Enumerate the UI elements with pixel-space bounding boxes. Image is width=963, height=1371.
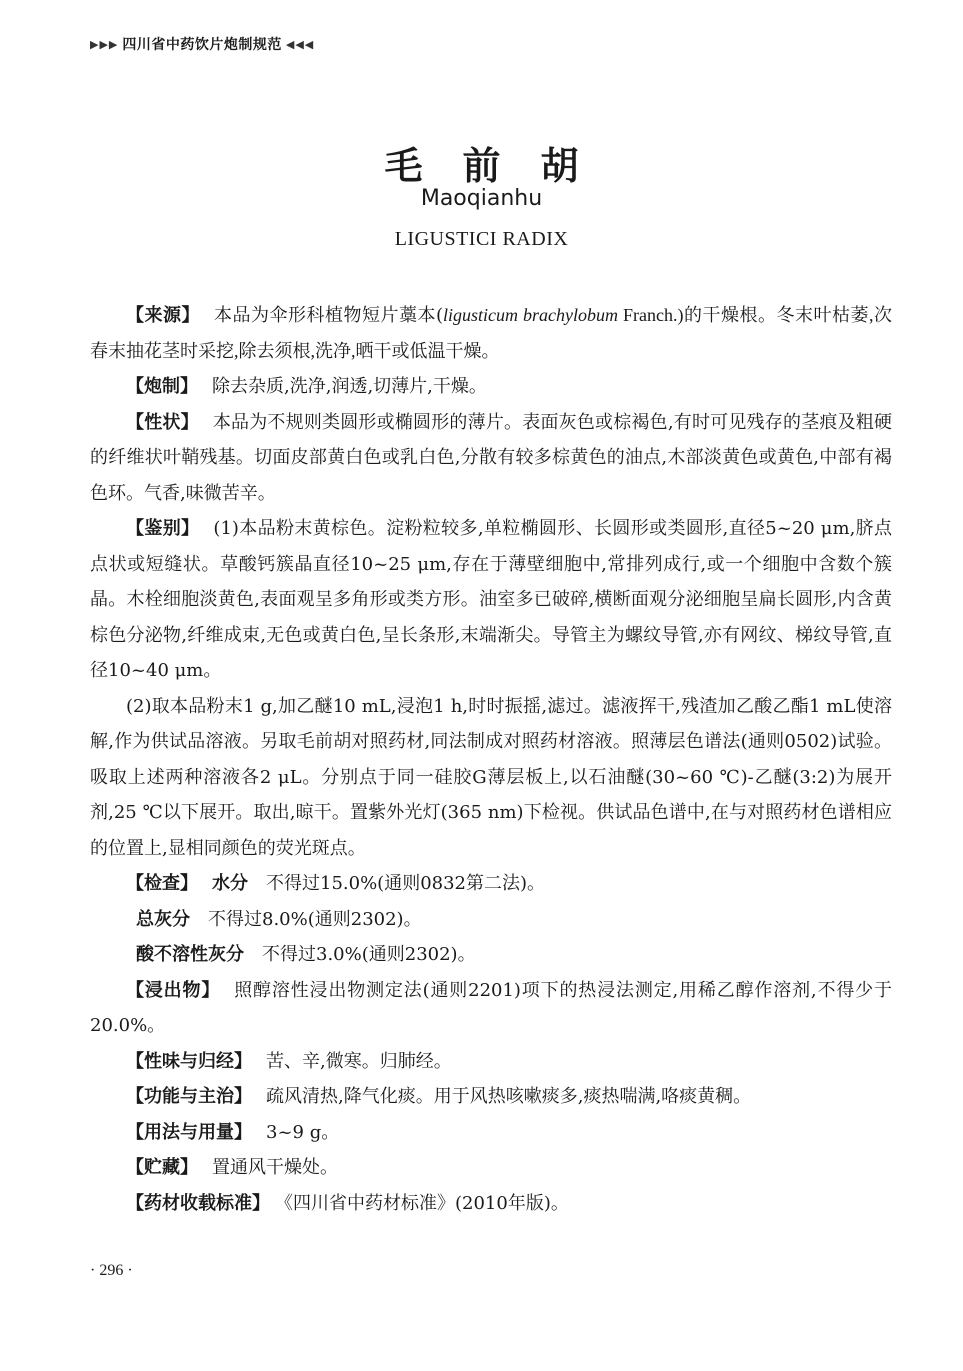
sub-label-ash: 总灰分 — [136, 908, 190, 930]
section-label: 【鉴别】 — [126, 518, 200, 539]
section-inspection — [90, 866, 892, 902]
section-label: 【浸出物】 — [126, 979, 221, 1001]
section-text: Franch.)的干燥根。冬末叶枯萎,次春末抽花茎时采挖,除去须根,洗净,晒干或低温干燥。 — [90, 305, 892, 361]
section-identification-2 — [90, 689, 892, 867]
section-label: 【性状】 — [126, 411, 199, 433]
section-function — [90, 1079, 892, 1115]
section-storage — [90, 1150, 892, 1186]
section-label: 【炮制】 — [126, 376, 198, 397]
section-text: 置通风干燥处。 — [212, 1157, 338, 1178]
inspection-acid-ash — [90, 937, 892, 973]
sub-label-acid-ash: 酸不溶性灰分 — [136, 944, 244, 965]
monograph-body — [90, 298, 892, 1221]
section-text: 疏风清热,降气化痰。用于风热咳嗽痰多,痰热喘满,咯痰黄稠。 — [266, 1086, 752, 1107]
section-text: (1)本品粉末黄棕色。淀粉粒较多,单粒椭圆形、长圆形或类圆形,直径5~20 μm,脐点点状或短缝状。草酸钙簇晶直径10~25 μm,存在于薄壁细胞中,常排列成行,或一个细胞中含数个簇晶。木栓细胞淡黄色,表面观呈多角形或类方形。油室多已破碎,横断面观分泌细胞呈扁长圆形,内含黄棕色分泌物,纤维成束,无色或黄白色,呈长条形,末端渐尖。导管主为螺纹导管,亦有网纹、梯纹导管,直径10~40 μm。 — [90, 518, 893, 681]
section-text: 不得过3.0%(通则2302)。 — [262, 944, 476, 965]
section-text: 除去杂质,洗净,润透,切薄片,干燥。 — [212, 376, 487, 397]
section-label: 【贮藏】 — [126, 1157, 198, 1178]
section-processing — [90, 369, 892, 405]
section-text: 不得过15.0%(通则0832第二法)。 — [266, 873, 546, 894]
section-label: 【用法与用量】 — [126, 1121, 252, 1143]
section-standard — [90, 1186, 892, 1222]
section-nature — [90, 1044, 892, 1080]
title-pinyin: Maoqianhu — [420, 186, 543, 211]
latin-species-name: ligusticum brachylobum — [443, 305, 619, 325]
section-text: 3~9 g。 — [266, 1121, 340, 1143]
section-character — [90, 405, 892, 512]
running-header — [90, 34, 314, 54]
section-text: 苦、辛,微寒。归肺经。 — [266, 1050, 452, 1072]
section-label: 【性味与归经】 — [126, 1050, 252, 1072]
header-title: 四川省中药饮片炮制规范 — [122, 37, 282, 53]
section-usage — [90, 1115, 892, 1151]
page-number: · 296 · — [90, 1262, 133, 1279]
section-text: 照醇溶性浸出物测定法(通则2201)项下的热浸法测定,用稀乙醇作溶剂,不得少于20.0%。 — [90, 979, 893, 1036]
section-label: 【检查】 — [126, 873, 198, 894]
title-latin: LIGUSTICI RADIX — [394, 228, 569, 250]
section-text: 本品为不规则类圆形或椭圆形的薄片。表面灰色或棕褐色,有时可见残存的茎痕及粗硬的纤维状叶鞘残基。切面皮部黄白色或乳白色,分散有较多棕黄色的油点,木部淡黄色或黄色,中部有褐色环。气香,味微苦辛。 — [90, 411, 893, 504]
section-label: 【药材收载标准】 — [126, 1192, 270, 1214]
triangle-right-icon: ▶▶▶ — [90, 37, 119, 51]
section-extract — [90, 973, 892, 1044]
section-text: 本品为伞形科植物短片藁本( — [214, 305, 444, 326]
section-text: 《四川省中药材标准》(2010年版)。 — [284, 1192, 569, 1214]
inspection-total-ash — [90, 902, 892, 938]
section-text: (2)取本品粉末1 g,加乙醚10 mL,浸泡1 h,时时振摇,滤过。滤液挥干,残渣加乙酸乙酯1 mL使溶解,作为供试品溶液。另取毛前胡对照药材,同法制成对照药材溶液。照薄层色谱法(通则0502)试验。吸取上述两种溶液各2 μL。分别点于同一硅胶G薄层板上,以石油醚(30~60 ℃)-乙醚(3:2)为展开剂,25 ℃以下展开。取出,晾干。置紫外光灯(365 nm)下检视。供试品色谱中,在与对照药材色谱相应的位置上,显相同颜色的荧光斑点。 — [90, 695, 892, 859]
section-text: 不得过8.0%(通则2302)。 — [208, 908, 422, 930]
section-identification — [90, 511, 892, 689]
section-label: 【来源】 — [126, 305, 200, 326]
triangle-left-icon: ◀◀◀ — [285, 37, 315, 51]
page-title: 毛前胡 — [384, 143, 619, 188]
section-label: 【功能与主治】 — [126, 1086, 252, 1107]
sub-label-water: 水分 — [212, 873, 248, 894]
section-source — [90, 298, 892, 369]
